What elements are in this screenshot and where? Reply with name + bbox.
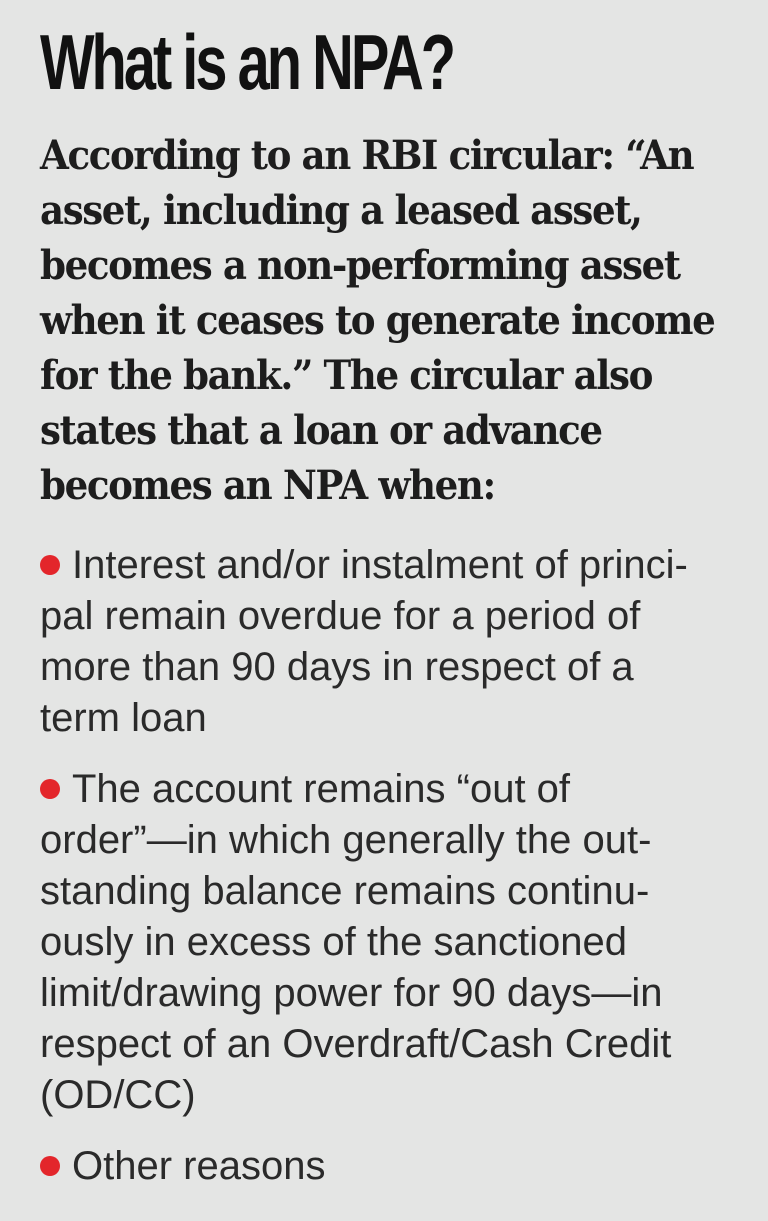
list-item-line: term loan: [40, 696, 207, 740]
list-item-line: [40, 540, 740, 591]
list-item: [40, 1141, 740, 1192]
list-item-text: The account remains “out of: [72, 767, 571, 811]
list-item-line: more than 90 days in respect of a: [40, 645, 634, 689]
list-item-line: respect of an Overdraft/Cash Credit: [40, 1022, 672, 1066]
list-item-text: Other reasons: [72, 1144, 326, 1188]
intro-line: asset, including a leased asset,: [40, 187, 642, 234]
list-item-text: Interest and/or instalment of princi-: [72, 543, 688, 587]
list-item: [40, 764, 740, 1121]
list-item-line: ously in excess of the sanctioned: [40, 920, 628, 964]
list-item-line: standing balance remains continu-: [40, 869, 650, 913]
intro-paragraph: [40, 128, 740, 513]
red-dot-bullet-icon: [40, 555, 60, 575]
list-item: [40, 540, 740, 744]
list-item-line: order”—in which generally the out-: [40, 818, 652, 862]
intro-line: for the bank.” The circular also: [40, 352, 653, 399]
intro-line: states that a loan or advance: [40, 407, 602, 454]
list-item-line: pal remain overdue for a period of: [40, 594, 641, 638]
red-dot-bullet-icon: [40, 779, 60, 799]
list-item-line: [40, 1141, 740, 1192]
npa-conditions-list: [40, 540, 740, 1192]
red-dot-bullet-icon: [40, 1156, 60, 1176]
intro-line: becomes a non-performing asset: [40, 242, 680, 289]
intro-line: becomes an NPA when:: [40, 462, 495, 509]
list-item-line: limit/drawing power for 90 days—in: [40, 971, 663, 1015]
intro-line: According to an RBI circular: “An: [40, 132, 694, 179]
list-item-line: [40, 764, 740, 815]
list-item-line: (OD/CC): [40, 1073, 196, 1117]
page-title: What is an NPA?: [40, 18, 454, 106]
intro-line: when it ceases to generate income: [40, 297, 715, 344]
